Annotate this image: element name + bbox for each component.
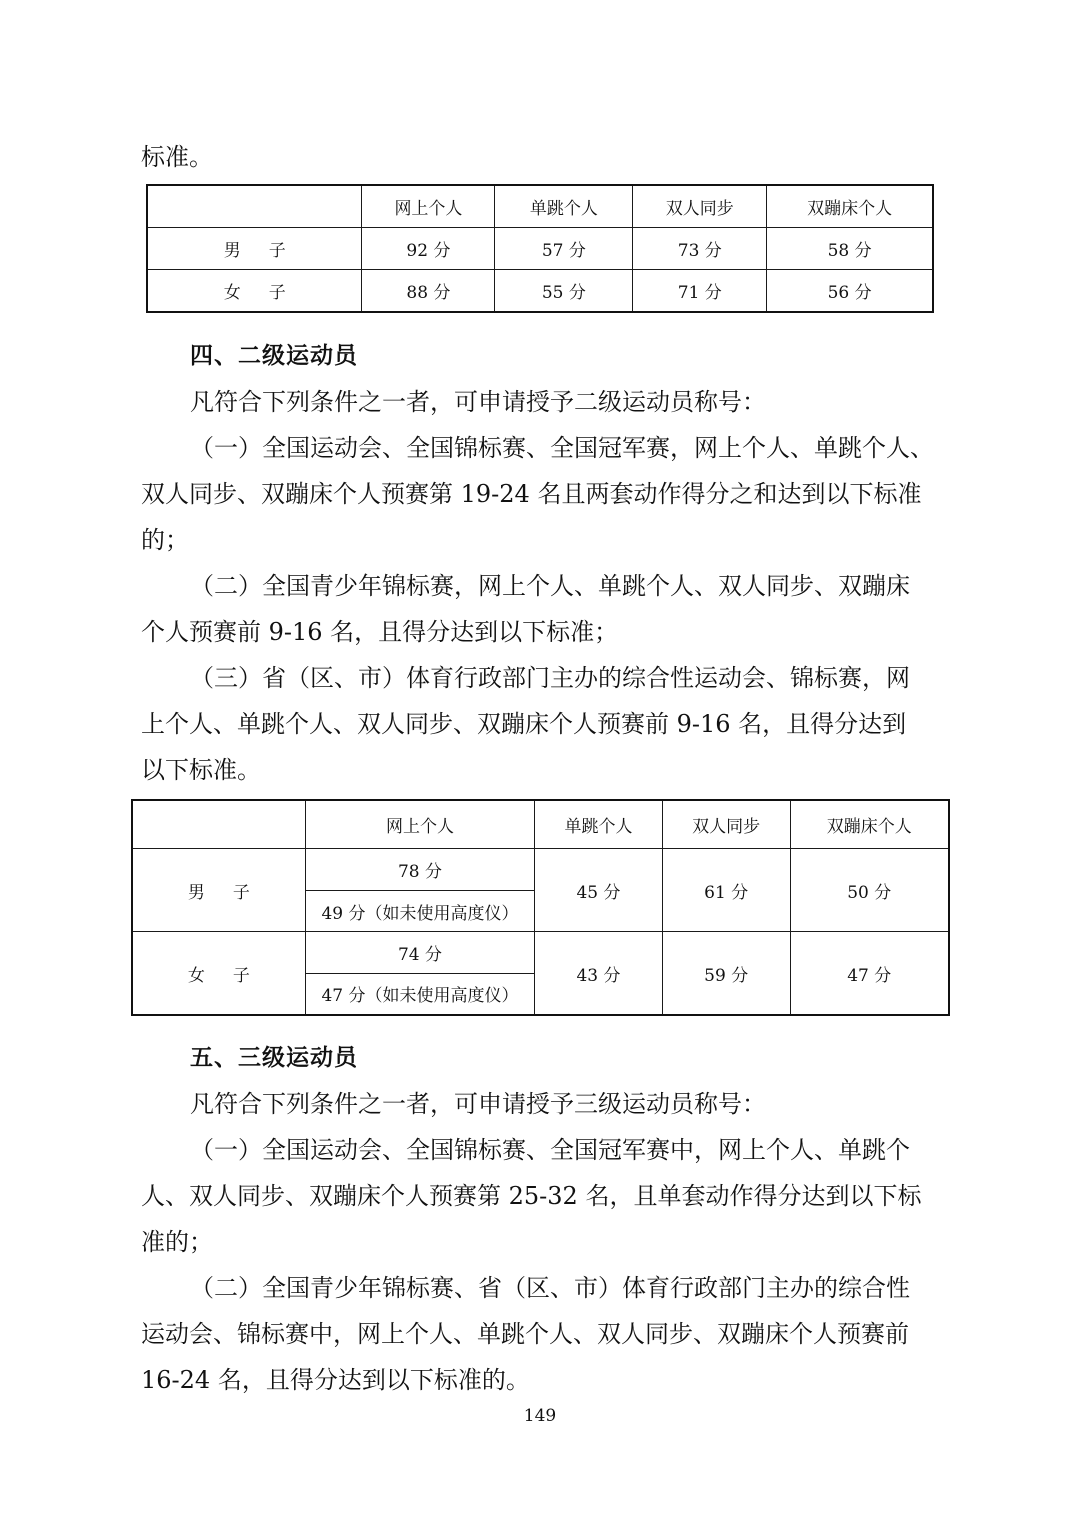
paragraph-line: 个人预赛前 9-16 名，且得分达到以下标准； <box>141 618 619 646</box>
table-header-cell: 双蹦床个人 <box>790 800 949 849</box>
paragraph-line: 准的； <box>141 1228 213 1256</box>
paragraph-line: 16-24 名，且得分达到以下标准的。 <box>141 1366 530 1394</box>
table-header-cell: 单跳个人 <box>495 185 633 228</box>
table-cell: 58 分 <box>767 228 933 270</box>
score-table-level-1 <box>146 184 934 313</box>
paragraph-line: （一）全国运动会、全国锦标赛、全国冠军赛中，网上个人、单跳个 <box>190 1136 910 1164</box>
table-cell: 61 分 <box>662 849 790 932</box>
score-table-level-2 <box>131 799 950 1016</box>
table-header-cell: 网上个人 <box>362 185 495 228</box>
table-row <box>147 228 933 270</box>
paragraph-line: （二）全国青少年锦标赛，网上个人、单跳个人、双人同步、双蹦床 <box>190 572 910 600</box>
table-cell: 43 分 <box>535 932 663 1015</box>
table-cell: 73 分 <box>633 228 767 270</box>
paragraph-line: 凡符合下列条件之一者，可申请授予三级运动员称号： <box>190 1090 766 1118</box>
table-header-cell: 单跳个人 <box>535 800 663 849</box>
section-heading: 四、二级运动员 <box>190 343 358 369</box>
table-cell: 45 分 <box>535 849 663 932</box>
row-label-female: 女子 <box>147 270 362 313</box>
paragraph-line: （三）省（区、市）体育行政部门主办的综合性运动会、锦标赛，网 <box>190 664 910 692</box>
paragraph-line: 的； <box>141 526 189 554</box>
table-header-cell: 双人同步 <box>662 800 790 849</box>
table-header-cell <box>147 185 362 228</box>
row-label-female: 女子 <box>132 932 305 1015</box>
row-label-male: 男子 <box>132 849 305 932</box>
paragraph-line: 凡符合下列条件之一者，可申请授予二级运动员称号： <box>190 388 766 416</box>
table-header-row <box>132 800 949 849</box>
paragraph-line: （二）全国青少年锦标赛、省（区、市）体育行政部门主办的综合性 <box>190 1274 910 1302</box>
table-cell: 92 分 <box>362 228 495 270</box>
page-number: 149 <box>523 1406 557 1426</box>
table-cell: 71 分 <box>633 270 767 313</box>
table-cell: 50 分 <box>790 849 949 932</box>
table-cell: 78 分 <box>305 849 534 890</box>
table-header-cell: 网上个人 <box>305 800 534 849</box>
table-cell: 55 分 <box>495 270 633 313</box>
paragraph-line: 双人同步、双蹦床个人预赛第 19-24 名且两套动作得分之和达到以下标准 <box>141 480 922 508</box>
paragraph-line: 上个人、单跳个人、双人同步、双蹦床个人预赛前 9-16 名，且得分达到 <box>141 710 907 738</box>
paragraph-line: 标准。 <box>141 143 213 171</box>
table-header-cell <box>132 800 305 849</box>
paragraph-line: 以下标准。 <box>141 756 261 784</box>
table-cell: 47 分（如未使用高度仪） <box>305 973 534 1015</box>
table-row <box>147 270 933 313</box>
paragraph-line: 人、双人同步、双蹦床个人预赛第 25-32 名，且单套动作得分达到以下标 <box>141 1182 922 1210</box>
table-cell: 56 分 <box>767 270 933 313</box>
table-cell: 88 分 <box>362 270 495 313</box>
table-row <box>132 932 949 973</box>
table-header-row <box>147 185 933 228</box>
table-cell: 49 分（如未使用高度仪） <box>305 890 534 931</box>
table-row <box>132 849 949 890</box>
row-label-male: 男子 <box>147 228 362 270</box>
table-header-cell: 双蹦床个人 <box>767 185 933 228</box>
table-header-cell: 双人同步 <box>633 185 767 228</box>
paragraph-line: （一）全国运动会、全国锦标赛、全国冠军赛，网上个人、单跳个人、 <box>190 434 934 462</box>
table-cell: 57 分 <box>495 228 633 270</box>
table-cell: 47 分 <box>790 932 949 1015</box>
table-cell: 59 分 <box>662 932 790 1015</box>
paragraph-line: 运动会、锦标赛中，网上个人、单跳个人、双人同步、双蹦床个人预赛前 <box>141 1320 909 1348</box>
section-heading: 五、三级运动员 <box>190 1045 358 1071</box>
table-cell: 74 分 <box>305 932 534 973</box>
